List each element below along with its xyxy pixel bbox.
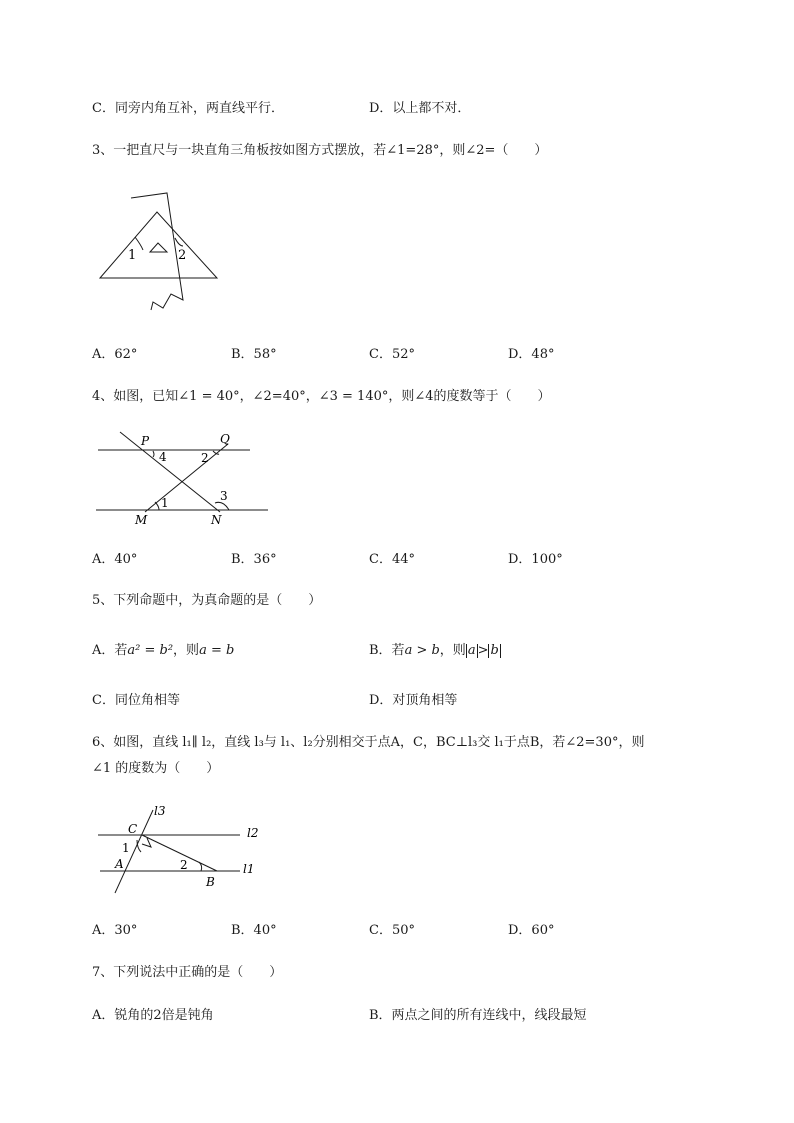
q6-option-b: B．40°: [231, 923, 277, 938]
label-l2: l2: [247, 826, 259, 840]
point-m-label: M: [135, 513, 148, 527]
angle-2-label: 2: [180, 858, 188, 872]
q5-option-b-mid: ，则: [439, 643, 466, 658]
angle-3-label: 3: [220, 489, 228, 503]
angle-2-label: 2: [201, 451, 209, 465]
point-n-label: N: [211, 513, 222, 527]
point-q-label: Q: [220, 432, 230, 446]
point-a-label: A: [115, 857, 124, 871]
q6-option-a: A．30°: [92, 923, 138, 938]
q3-angle-2-label: 2: [178, 248, 187, 263]
q4-option-a: A．40°: [92, 552, 138, 567]
point-p-label: P: [141, 434, 150, 448]
right-angle-mark: [142, 838, 151, 847]
point-c-label: C: [128, 822, 138, 836]
q5-option-a-mid: ，则: [173, 643, 200, 658]
q5-option-a-prefix: A．若: [92, 643, 128, 658]
q5-option-a: [92, 643, 234, 659]
q5-option-b: [369, 643, 501, 659]
q3-option-d: D．48°: [508, 347, 555, 362]
q3-option-a: A．62°: [92, 347, 138, 362]
q4-option-c: C．44°: [369, 552, 415, 567]
q5-option-d: D．对顶角相等: [369, 693, 458, 708]
label-l1: l1: [243, 862, 255, 876]
q5-option-a-result: a = b: [199, 643, 235, 658]
angle-3-arc: [215, 502, 229, 510]
q5-option-b-prefix: B．若: [369, 643, 405, 658]
q3-angle-1-label: 1: [128, 248, 137, 263]
q4-figure: [95, 428, 275, 528]
q3-option-c: C．52°: [369, 347, 415, 362]
angle-1-label: 1: [122, 841, 130, 855]
q7-option-a: A．锐角的2倍是钝角: [92, 1008, 214, 1023]
q6-option-d: D．60°: [508, 923, 555, 938]
q5-option-b-gt: >: [477, 643, 489, 658]
q5-option-c: C．同位角相等: [92, 693, 180, 708]
line-qm: [145, 444, 228, 512]
q3-stem: 3、一把直尺与一块直角三角板按如图方式摆放，若∠1=28°，则∠2=（ ）: [92, 143, 548, 158]
label-l3: l3: [154, 804, 166, 818]
q7-stem: 7、下列说法中正确的是（ ）: [92, 965, 283, 980]
q4-stem: 4、如图，已知∠1 = 40°，∠2=40°，∠3 = 140°，则∠4的度数等于（ ）: [92, 389, 551, 404]
q2-option-d: D．以上都不对．: [369, 101, 471, 116]
q5-option-a-condition: a² = b²: [127, 643, 174, 658]
angle-1-label: 1: [161, 496, 169, 510]
angle-4-arc: [153, 451, 154, 457]
q4-option-b: B．36°: [231, 552, 277, 567]
angle-1-arc: [155, 502, 159, 510]
angle-1-arc: [137, 840, 141, 852]
q6-stem-line-1: 6、如图，直线 l₁∥ l₂，直线 l₃与 l₁、l₂分别相交于点A，C，BC⊥l₃交 l₁于点B，若∠2=30°，则: [92, 735, 645, 750]
q7-option-b: B．两点之间的所有连线中，线段最短: [369, 1008, 587, 1023]
q5-option-b-condition: a > b: [404, 643, 440, 658]
q2-option-c: C．同旁内角互补，两直线平行．: [92, 101, 284, 116]
point-b-label: B: [206, 875, 215, 889]
q6-option-c: C．50°: [369, 923, 415, 938]
q5-stem: 5、下列命题中，为真命题的是（ ）: [92, 593, 322, 608]
triangle-ruler-shape: [100, 212, 217, 278]
angle-4-label: 4: [159, 450, 167, 464]
q3-option-b: B．58°: [231, 347, 277, 362]
q6-figure: [95, 800, 270, 900]
q5-option-b-abs-a: a: [467, 643, 476, 658]
q6-stem-line-2: ∠1 的度数为（ ）: [92, 761, 220, 776]
line-pn: [120, 432, 220, 512]
q4-option-d: D．100°: [508, 552, 563, 567]
q3-figure: [95, 190, 225, 315]
q5-option-b-abs-b: b: [490, 643, 499, 658]
inner-triangle-shape: [150, 243, 167, 252]
